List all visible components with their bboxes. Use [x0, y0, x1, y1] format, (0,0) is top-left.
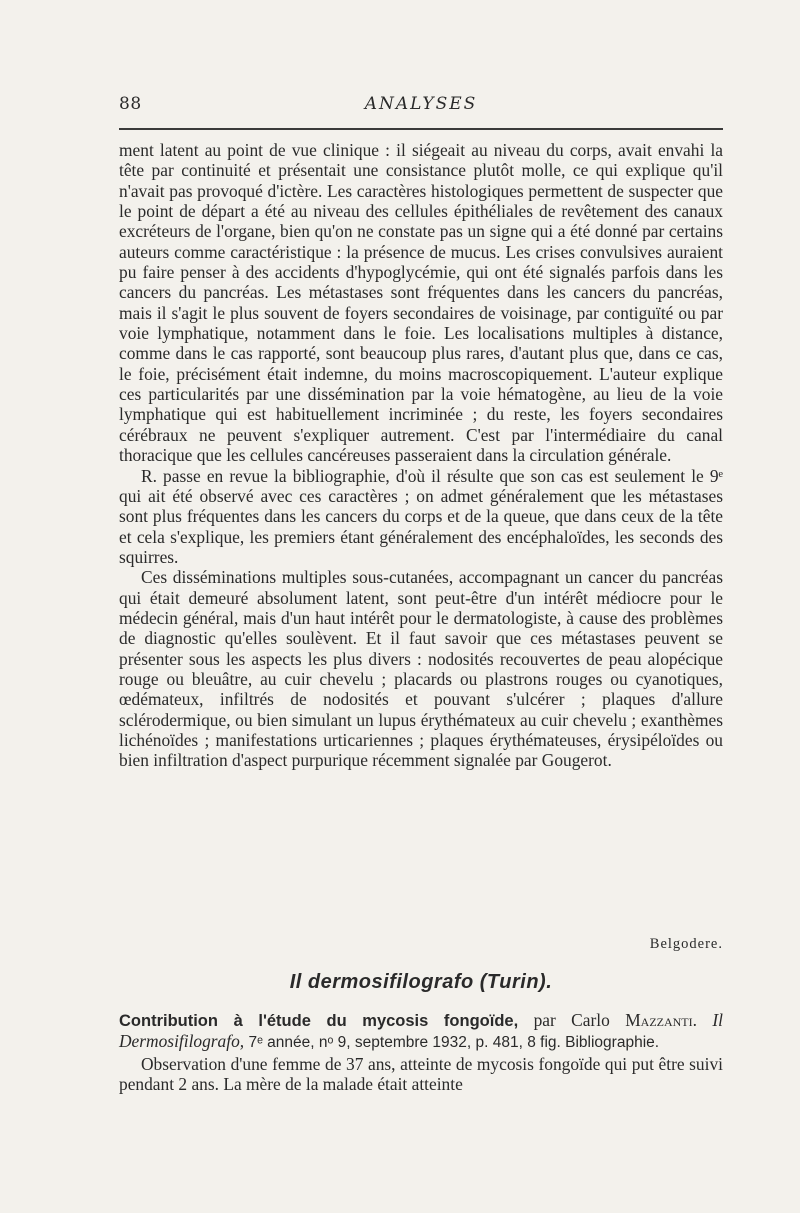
article-journal: Il Dermosifilografo,	[119, 1010, 723, 1052]
article-title: Contribution à l'étude du mycosis fongoïde,	[119, 1012, 519, 1030]
article-entry	[119, 1010, 723, 1094]
article-citation	[119, 1010, 723, 1054]
paragraph-continued: ment latent au point de vue clinique : il siégeait au niveau du corps, avait envahi la tête par continuité et présentait une consistance plutôt molle, ce qui explique qu'il n'avait pas provoqué d'ictère. Les caractères histologiques permettent de suspecter que le point de départ a été au niveau des cellules épithéliales de revêtement des canaux excréteurs de l'organe, bien qu'on ne constate pas un signe qui a été donné par certains auteurs comme caractéristique : la présence de mucus. Les crises convulsives auraient pu faire penser à des accidents d'hypoglycémie, qui ont été signalés parfois dans les cancers du pancréas. Les métastases sont fréquentes dans les cancers du pancréas, mais il s'agit le plus souvent de foyers secondaires de voisinage, par contiguïté ou par voie lymphatique, notamment dans le foie. Les localisations multiples à distance, comme dans le cas rapporté, sont beaucoup plus rares, d'autant plus que, dans ce cas, le foie, précisément était indemne, du moins macroscopiquement. L'auteur explique ces particularités par une dissémination par la voie hématogène, au lieu de la voie lymphatique qui est habituellement incriminée ; du reste, les foyers secondaires cérébraux ne peuvent s'expliquer autrement. C'est par l'intermédiaire du canal thoracique que les cellules cancéreuses passeraient dans la circulation générale.	[119, 140, 723, 466]
article-details: 7ᵉ année, nᵒ 9, septembre 1932, p. 481, 8 fig. Bibliographie.	[248, 1034, 660, 1052]
journal-section-heading: Il dermosifilografo (Turin).	[289, 971, 553, 993]
page-number: 88	[119, 94, 142, 114]
header-rule	[119, 128, 723, 130]
article-abstract: Observation d'une femme de 37 ans, atteinte de mycosis fongoïde qui put être suivi pendant 2 ans. La mère de la malade était atteinte	[119, 1053, 723, 1095]
paragraph-disseminations: Ces disséminations multiples sous-cutanées, accompagnant un cancer du pancréas qui était demeuré absolument latent, sont peut-être d'un intérêt médiocre pour le médecin général, mais d'un haut intérêt pour le dermatologiste, à cause des problèmes de diagnostic qu'elles soulèvent. Et il faut savoir que ces métastases peuvent se présenter sous les aspects les plus divers : nodosités recouvertes de peau alopécique rouge ou bleuâtre, au cuir chevelu ; placards ou plastrons rouges ou cyanotiques, œdémateux, infiltrés de nodosités et pouvant s'ulcérer ; plaques d'allure sclérodermique, ou bien simulant un lupus érythémateux au cuir chevelu ; exanthèmes lichénoïdes ; manifestations urticariennes ; plaques érythémateuses, érysipéloïdes ou bien infiltration d'aspect purpurique récemment signalée par Gougerot.	[119, 567, 723, 771]
running-head: ANALYSES	[364, 94, 478, 114]
reviewer-signature: Belgodere.	[649, 936, 723, 952]
article-author: Mazzanti.	[625, 1010, 697, 1030]
body-text	[119, 140, 723, 771]
page-header	[119, 94, 723, 118]
paragraph-bibliography: R. passe en revue la bibliographie, d'où il résulte que son cas est seulement le 9ᵉ qui ait été observé avec ces caractères ; on admet généralement que les métastases sont plus fréquentes dans les cancers du corps et de la queue, que dans ceux de la tête et cela s'explique, les premiers étant généralement des encéphaloïdes, les seconds des squirres.	[119, 465, 723, 567]
article-author-prefix: par Carlo	[533, 1010, 610, 1030]
